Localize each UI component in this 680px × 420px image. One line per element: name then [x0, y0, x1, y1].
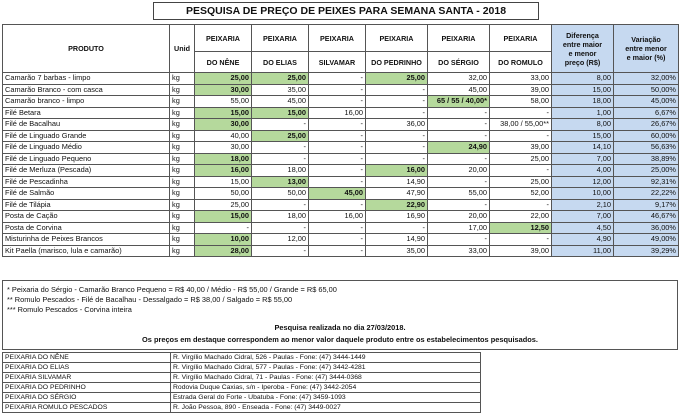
variation-cell: 25,00% — [614, 165, 679, 177]
price-cell: 55,00 — [428, 188, 490, 200]
price-cell: 25,00 — [252, 130, 309, 142]
product-name: Posta de Cação — [3, 211, 170, 223]
header-store: PEIXARIA — [428, 25, 490, 52]
unit-cell: kg — [170, 188, 195, 200]
unit-cell: kg — [170, 176, 195, 188]
header-variacao — [614, 25, 679, 73]
unit-cell: kg — [170, 84, 195, 96]
header-unid: Unid — [170, 25, 195, 73]
price-cell: 15,00 — [252, 107, 309, 119]
unit-cell: kg — [170, 130, 195, 142]
difference-cell: 8,00 — [552, 119, 614, 131]
price-cell: 45,00 — [428, 84, 490, 96]
price-cell: - — [309, 245, 366, 257]
difference-cell: 2,10 — [552, 199, 614, 211]
difference-cell: 7,00 — [552, 153, 614, 165]
price-cell: 12,50 — [490, 222, 552, 234]
store-address: R. João Pessoa, 890 - Enseada - Fone: (47) 3449-0027 — [171, 403, 481, 413]
price-cell: 47,90 — [366, 188, 428, 200]
header-diferenca-line: e menor — [568, 48, 597, 58]
header-store-name: DO ROMULO — [490, 52, 552, 73]
price-cell: 16,00 — [309, 211, 366, 223]
price-cell: 16,00 — [195, 165, 252, 177]
price-cell: - — [309, 142, 366, 154]
table-row — [3, 188, 679, 200]
product-name: Filé de Pescadinha — [3, 176, 170, 188]
header-store: PEIXARIA — [309, 25, 366, 52]
price-cell: 24,90 — [428, 142, 490, 154]
variation-cell: 22,22% — [614, 188, 679, 200]
price-cell: - — [252, 153, 309, 165]
price-cell: 35,00 — [252, 84, 309, 96]
header-store: PEIXARIA — [195, 25, 252, 52]
price-cell: - — [309, 84, 366, 96]
price-cell: - — [428, 119, 490, 131]
product-name: Filé de Tilápia — [3, 199, 170, 211]
unit-cell: kg — [170, 199, 195, 211]
address-row — [3, 383, 481, 393]
difference-cell: 18,00 — [552, 96, 614, 108]
price-cell: 15,00 — [195, 176, 252, 188]
unit-cell: kg — [170, 107, 195, 119]
store-address: Rodovia Duque Caxias, s/n - Iperoba - Fone: (47) 3442-2054 — [171, 383, 481, 393]
unit-cell: kg — [170, 73, 195, 85]
variation-cell: 56,63% — [614, 142, 679, 154]
store-address: R. Virgílio Machado Cidral, 577 - Paulas - Fone: (47) 3442-4281 — [171, 363, 481, 373]
unit-cell: kg — [170, 165, 195, 177]
table-row — [3, 153, 679, 165]
price-table-body — [3, 73, 679, 257]
price-cell: - — [309, 199, 366, 211]
difference-cell: 7,00 — [552, 211, 614, 223]
price-cell: 33,00 — [490, 73, 552, 85]
price-cell: - — [252, 142, 309, 154]
price-cell: 14,90 — [366, 176, 428, 188]
price-cell: 50,00 — [252, 188, 309, 200]
price-cell: - — [490, 234, 552, 246]
header-variacao-line: e maior (%) — [626, 53, 666, 62]
difference-cell: 14,10 — [552, 142, 614, 154]
difference-cell: 11,00 — [552, 245, 614, 257]
variation-cell: 32,00% — [614, 73, 679, 85]
variation-cell: 6,67% — [614, 107, 679, 119]
product-name: Camarão 7 barbas - limpo — [3, 73, 170, 85]
price-cell: 45,00 — [252, 96, 309, 108]
price-cell: - — [490, 130, 552, 142]
page-title: PESQUISA DE PREÇO DE PEIXES PARA SEMANA SANTA - 2018 — [153, 2, 539, 20]
product-name: Posta de Corvina — [3, 222, 170, 234]
price-cell: 39,00 — [490, 245, 552, 257]
price-cell: - — [252, 222, 309, 234]
address-row — [3, 403, 481, 413]
price-cell: - — [309, 153, 366, 165]
price-cell: 16,00 — [366, 165, 428, 177]
product-name: Filé de Linguado Grande — [3, 130, 170, 142]
price-cell: 30,00 — [195, 84, 252, 96]
product-name: Kit Paella (marisco, lula e camarão) — [3, 245, 170, 257]
product-name: Filé de Linguado Médio — [3, 142, 170, 154]
price-cell: 16,00 — [309, 107, 366, 119]
price-cell: 28,00 — [195, 245, 252, 257]
price-cell: - — [366, 130, 428, 142]
variation-cell: 49,00% — [614, 234, 679, 246]
difference-cell: 1,00 — [552, 107, 614, 119]
difference-cell: 12,00 — [552, 176, 614, 188]
product-name: Camarão Branco - com casca — [3, 84, 170, 96]
note-3: *** Romulo Pescados - Corvina inteira — [7, 305, 132, 314]
price-cell: 25,00 — [195, 199, 252, 211]
price-cell: 36,00 — [366, 119, 428, 131]
store-name: PEIXARIA DO NÊNE — [3, 353, 171, 363]
variation-cell: 26,67% — [614, 119, 679, 131]
price-cell: - — [195, 222, 252, 234]
header-diferenca-line: entre maior — [562, 39, 603, 49]
price-cell: 22,90 — [366, 199, 428, 211]
difference-cell: 10,00 — [552, 188, 614, 200]
price-cell: 22,00 — [490, 211, 552, 223]
difference-cell: 4,90 — [552, 234, 614, 246]
price-cell: - — [428, 176, 490, 188]
table-row — [3, 107, 679, 119]
price-cell: - — [428, 107, 490, 119]
price-cell: - — [366, 84, 428, 96]
address-row — [3, 373, 481, 383]
difference-cell: 4,50 — [552, 222, 614, 234]
price-cell: 33,00 — [428, 245, 490, 257]
unit-cell: kg — [170, 153, 195, 165]
header-store-name: DO ELIAS — [252, 52, 309, 73]
product-name: Filé de Merluza (Pescada) — [3, 165, 170, 177]
price-cell: 25,00 — [366, 73, 428, 85]
variation-cell: 46,67% — [614, 211, 679, 223]
product-name: Filé de Linguado Pequeno — [3, 153, 170, 165]
store-name: PEIXARIA DO ELIAS — [3, 363, 171, 373]
price-cell: - — [252, 245, 309, 257]
price-cell: - — [428, 130, 490, 142]
price-cell: - — [428, 199, 490, 211]
address-row — [3, 353, 481, 363]
price-cell: 38,00 / 55,00** — [490, 119, 552, 131]
address-table-body — [3, 353, 481, 413]
variation-cell: 45,00% — [614, 96, 679, 108]
unit-cell: kg — [170, 211, 195, 223]
store-name: PEIXARIA DO SÉRGIO — [3, 393, 171, 403]
header-diferenca-line: preço (R$) — [564, 57, 601, 67]
price-cell: - — [309, 119, 366, 131]
price-cell: - — [428, 234, 490, 246]
price-cell: - — [309, 234, 366, 246]
header-variacao-line: Variação — [631, 35, 661, 44]
price-cell: 35,00 — [366, 245, 428, 257]
header-store: PEIXARIA — [490, 25, 552, 52]
price-cell: 39,00 — [490, 84, 552, 96]
table-row — [3, 245, 679, 257]
product-name: Camarão branco - limpo — [3, 96, 170, 108]
table-row — [3, 234, 679, 246]
store-address: R. Virgílio Machado Cidral, 71 - Paulas - Fone: (47) 3444-0368 — [171, 373, 481, 383]
unit-cell: kg — [170, 96, 195, 108]
difference-cell: 8,00 — [552, 73, 614, 85]
table-row — [3, 199, 679, 211]
header-variacao-line: entre menor — [625, 44, 667, 53]
price-cell: - — [366, 142, 428, 154]
price-cell: 13,00 — [252, 176, 309, 188]
price-cell: - — [309, 222, 366, 234]
price-cell: 50,00 — [195, 188, 252, 200]
price-cell: 14,90 — [366, 234, 428, 246]
price-cell: - — [309, 73, 366, 85]
price-cell: - — [490, 199, 552, 211]
price-cell: 55,00 — [195, 96, 252, 108]
price-cell: - — [309, 96, 366, 108]
table-row — [3, 222, 679, 234]
variation-cell: 50,00% — [614, 84, 679, 96]
price-cell: 52,00 — [490, 188, 552, 200]
price-cell: 25,00 — [252, 73, 309, 85]
product-name: Misturinha de Peixes Brancos — [3, 234, 170, 246]
price-cell: 17,00 — [428, 222, 490, 234]
store-address: R. Virgílio Machado Cidral, 526 - Paulas - Fone: (47) 3444-1449 — [171, 353, 481, 363]
survey-date: Pesquisa realizada no dia 27/03/2018. — [274, 323, 406, 332]
difference-cell: 15,00 — [552, 84, 614, 96]
price-cell: - — [252, 119, 309, 131]
price-cell: 39,00 — [490, 142, 552, 154]
price-cell: - — [490, 165, 552, 177]
price-cell: 18,00 — [252, 211, 309, 223]
header-produto: PRODUTO — [3, 25, 170, 73]
price-cell: 18,00 — [252, 165, 309, 177]
notes-box — [2, 280, 678, 350]
header-store-name: DO PEDRINHO — [366, 52, 428, 73]
header-store-name: DO NÊNE — [195, 52, 252, 73]
unit-cell: kg — [170, 245, 195, 257]
variation-cell: 9,17% — [614, 199, 679, 211]
table-row — [3, 84, 679, 96]
price-cell: - — [309, 130, 366, 142]
store-name: PEIXARIA SILVAMAR — [3, 373, 171, 383]
unit-cell: kg — [170, 222, 195, 234]
price-cell: 20,00 — [428, 165, 490, 177]
header-diferenca-line: Diferença — [566, 30, 599, 40]
price-cell: 58,00 — [490, 96, 552, 108]
price-cell: 25,00 — [490, 153, 552, 165]
address-table — [2, 352, 481, 413]
table-row — [3, 73, 679, 85]
price-cell: 45,00 — [309, 188, 366, 200]
table-row — [3, 211, 679, 223]
price-cell: - — [309, 176, 366, 188]
price-cell: 30,00 — [195, 119, 252, 131]
difference-cell: 15,00 — [552, 130, 614, 142]
price-cell: 12,00 — [252, 234, 309, 246]
price-cell: 25,00 — [490, 176, 552, 188]
variation-cell: 36,00% — [614, 222, 679, 234]
price-cell: 65 / 55 / 40,00* — [428, 96, 490, 108]
header-diferenca — [552, 25, 614, 73]
product-name: Filé Betara — [3, 107, 170, 119]
price-cell: 25,00 — [195, 73, 252, 85]
address-row — [3, 363, 481, 373]
price-cell: 30,00 — [195, 142, 252, 154]
price-cell: - — [309, 165, 366, 177]
table-row — [3, 165, 679, 177]
variation-cell: 60,00% — [614, 130, 679, 142]
table-row — [3, 96, 679, 108]
header-store: PEIXARIA — [252, 25, 309, 52]
price-cell: 32,00 — [428, 73, 490, 85]
highlight-legend: Os preços em destaque correspondem ao menor valor daquele produto entre os estabelecimentos pesquisados. — [142, 335, 538, 344]
price-cell: - — [490, 107, 552, 119]
unit-cell: kg — [170, 119, 195, 131]
price-cell: 16,90 — [366, 211, 428, 223]
table-row — [3, 142, 679, 154]
price-cell: - — [366, 222, 428, 234]
store-name: PEIXARIA ROMULO PESCADOS — [3, 403, 171, 413]
note-1: * Peixaria do Sérgio - Camarão Branco Pequeno = R$ 40,00 / Médio - R$ 55,00 / Grande = R$ 65,00 — [7, 285, 337, 294]
price-cell: 20,00 — [428, 211, 490, 223]
table-row — [3, 176, 679, 188]
price-cell: - — [428, 153, 490, 165]
table-row — [3, 119, 679, 131]
price-cell: - — [366, 96, 428, 108]
price-cell: 15,00 — [195, 211, 252, 223]
variation-cell: 38,89% — [614, 153, 679, 165]
variation-cell: 92,31% — [614, 176, 679, 188]
header-store: PEIXARIA — [366, 25, 428, 52]
difference-cell: 4,00 — [552, 165, 614, 177]
price-cell: - — [366, 153, 428, 165]
price-cell: 40,00 — [195, 130, 252, 142]
variation-cell: 39,29% — [614, 245, 679, 257]
product-name: Filé de Salmão — [3, 188, 170, 200]
price-cell: 10,00 — [195, 234, 252, 246]
address-row — [3, 393, 481, 403]
product-name: Filé de Bacalhau — [3, 119, 170, 131]
unit-cell: kg — [170, 142, 195, 154]
note-2: ** Romulo Pescados - Filé de Bacalhau - Dessalgado = R$ 38,00 / Salgado = R$ 55,00 — [7, 295, 293, 304]
header-store-name: SILVAMAR — [309, 52, 366, 73]
price-cell: - — [252, 199, 309, 211]
price-cell: - — [366, 107, 428, 119]
header-store-name: DO SÉRGIO — [428, 52, 490, 73]
store-name: PEIXARIA DO PEDRINHO — [3, 383, 171, 393]
table-row — [3, 130, 679, 142]
price-cell: 18,00 — [195, 153, 252, 165]
unit-cell: kg — [170, 234, 195, 246]
price-cell: 15,00 — [195, 107, 252, 119]
price-table — [2, 24, 679, 257]
store-address: Estrada Geral do Forte - Ubatuba - Fone: (47) 3459-1093 — [171, 393, 481, 403]
